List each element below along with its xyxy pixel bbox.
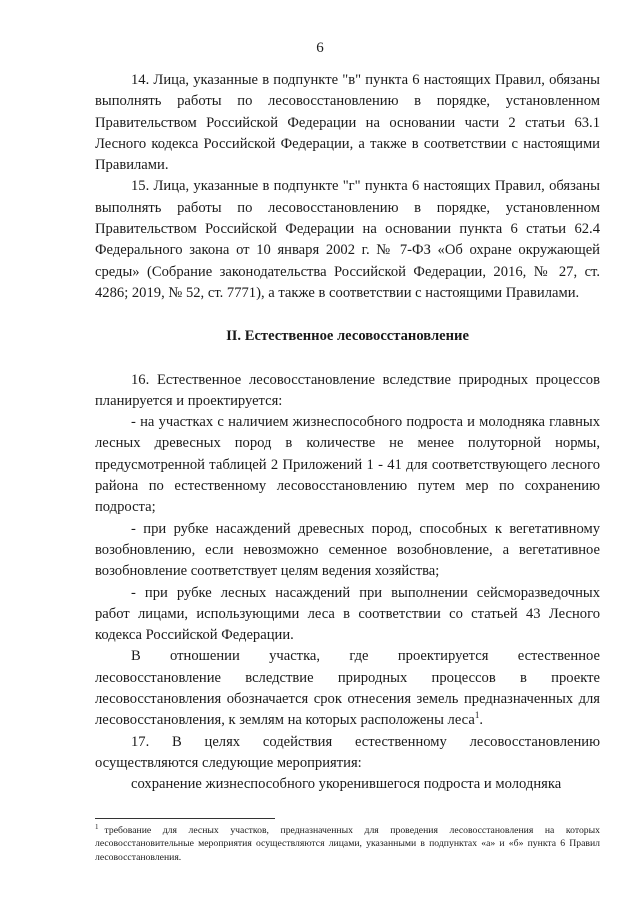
paragraph-16-item-1: - на участках с наличием жизнеспособного подроста и молодняка главных лесных древесных пород в количестве не менее полуторной нормы, предусмотренной таблицей 2 Приложений 1 - 41 для соответствующего лесного района по естественному лесовосстановлению путем мер по сохранению подроста;	[95, 414, 600, 516]
paragraph-16-note-text: В отношении участка, где проектируется естественное лесовосстановление вследствие природных процессов в проекте лесовосстановления обозначается срок отнесения земель предназначенных для лесовосстановления, к землям на которых расположены леса	[95, 648, 600, 729]
paragraph-15: 15. Лица, указанные в подпункте "г" пункта 6 настоящих Правил, обязаны выполнять работы по лесовосстановлению в порядке, установленном Правительством Российской Федерации на основании пункта 6 статьи 62.4 Федерального закона от 10 января 2002 г. № 7-ФЗ «Об охране окружающей среды» (Собрание законодательства Российской Федерации, 2016, № 27, ст. 4286; 2019, № 52, ст. 7771), а также в соответствии с настоящими Правилами.	[95, 178, 600, 301]
paragraph-16-item-3: - при рубке лесных насаждений при выполнении сейсморазведочных работ лицами, использующими леса в соответствии со статьей 43 Лесного кодекса Российской Федерации.	[95, 584, 600, 644]
paragraph-17-item-1: сохранение жизнеспособного укоренившегося подроста и молодняка	[131, 776, 562, 793]
paragraph-14: 14. Лица, указанные в подпункте "в" пункта 6 настоящих Правил, обязаны выполнять работы по лесовосстановлению в порядке, установленном Правительством Российской Федерации на основании части 2 статьи 63.1 Лесного кодекса Российской Федерации, а также в соответствии с настоящими Правилами.	[95, 72, 600, 174]
footnote	[95, 824, 600, 864]
footnote-text: требование для лесных участков, предназначенных для проведения лесовосстановления на которых лесовосстановительные мероприятия осуществляются лицами, указанными в подпунктах «а» и «б» пункта 6 Правил лесовосстановления.	[95, 825, 600, 863]
footnote-reference: 1	[474, 710, 480, 721]
paragraph-17: 17. В целях содействия естественному лесовосстановлению осуществляются следующие мероприятия:	[95, 733, 600, 771]
paragraph-16-note-end: .	[479, 712, 483, 729]
footnote-mark: 1	[95, 822, 99, 831]
paragraph-16-item-2: - при рубке насаждений древесных пород, способных к вегетативному возобновлению, если невозможно семенное возобновление, а вегетативное возобновление соответствует целям ведения хозяйства;	[95, 520, 600, 580]
section-title: II. Естественное лесовосстановление	[226, 328, 469, 345]
footnote-divider	[95, 818, 275, 819]
paragraph-16: 16. Естественное лесовосстановление вследствие природных процессов планируется и проектируется:	[95, 371, 600, 409]
document-body	[95, 70, 600, 796]
paragraph-16-note	[95, 646, 600, 731]
page-number: 6	[316, 40, 324, 56]
